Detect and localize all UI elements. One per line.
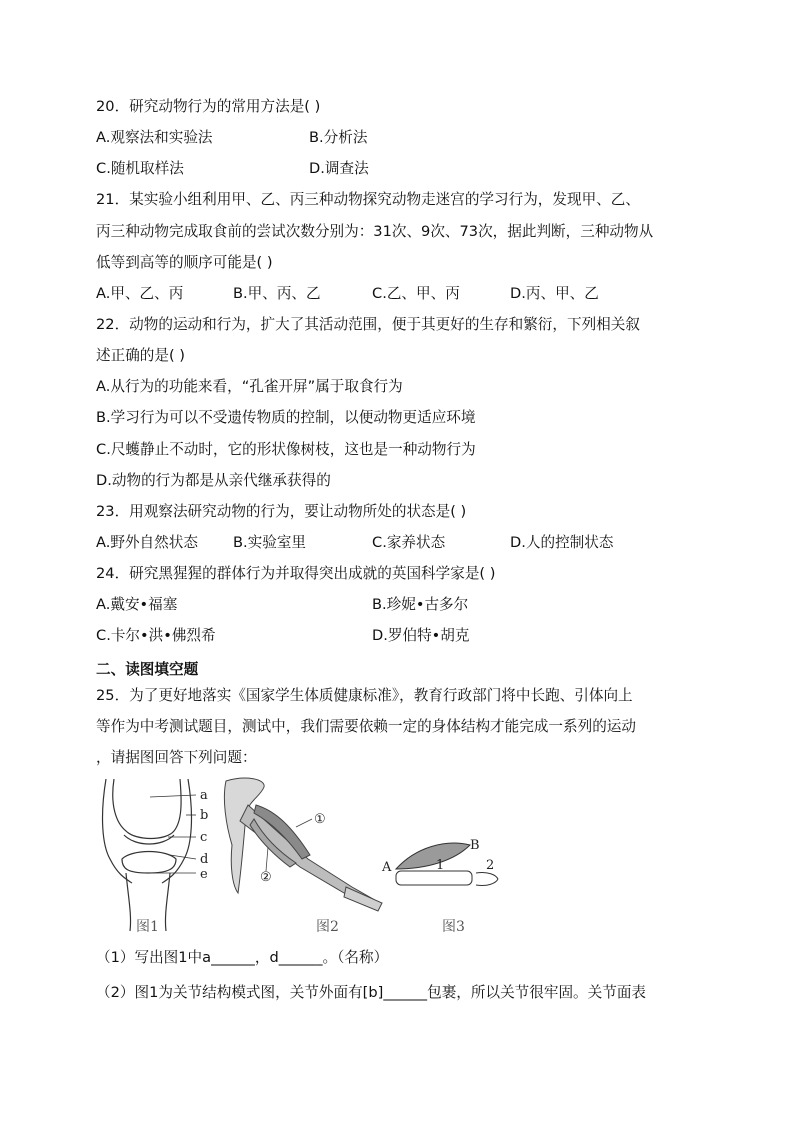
q21-option-d: D.丙、甲、乙	[510, 285, 599, 302]
q23-option-b: B.实验室里	[233, 534, 307, 551]
fig1-socket	[122, 852, 176, 874]
fig2-label-1: ①	[314, 812, 326, 827]
q21-option-b: B.甲、丙、乙	[233, 285, 321, 302]
fig1-label-a: a	[200, 788, 208, 803]
fig3-muscle	[396, 843, 470, 869]
q20-option-c: C.随机取样法	[96, 160, 184, 177]
figure-2-arm	[224, 778, 382, 911]
fig3-bone-2	[476, 872, 498, 885]
q25-line-2: 等作为中考测试题目，测试中，我们需要依赖一定的身体结构才能完成一系列的运动	[96, 718, 636, 735]
q23-option-d: D.人的控制状态	[510, 534, 614, 551]
q24-stem: 24．研究黑猩猩的群体行为并取得突出成就的英国科学家是( )	[96, 565, 496, 582]
q24-option-c: C.卡尔•洪•佛烈希	[96, 627, 216, 644]
figure-2-caption: 图2	[316, 919, 339, 935]
q25-line-3: ，请据图回答下列问题：	[96, 749, 257, 766]
fig3-label-b: B	[470, 838, 480, 853]
fig1-label-c: c	[200, 830, 208, 845]
q22-option-c: C.尺蠖静止不动时，它的形状像树枝，这也是一种动物行为	[96, 441, 476, 458]
fig1-label-d: d	[200, 852, 209, 867]
fig3-label-1: 1	[436, 858, 445, 873]
q23-option-a: A.野外自然状态	[96, 534, 198, 551]
fig1-label-b: b	[200, 808, 209, 823]
q24-option-d: D.罗伯特•胡克	[372, 627, 470, 644]
figure-3-muscle	[396, 843, 498, 885]
fig3-bone-1	[396, 871, 472, 885]
q21-option-a: A.甲、乙、丙	[96, 285, 184, 302]
q22-line-2: 述正确的是( )	[96, 347, 185, 364]
q20-option-b: B.分析法	[309, 129, 368, 146]
fig3-label-2: 2	[486, 858, 495, 873]
q25-sub-2: （2）图1为关节结构模式图，关节外面有[b]______包裹，所以关节很牢固。关节面表	[96, 984, 647, 1001]
q25-line-1: 25．为了更好地落实《国家学生体质健康标准》，教育行政部门将中长跑、引体向上	[96, 687, 633, 704]
figure-1-joint	[103, 779, 196, 931]
q20-option-a: A.观察法和实验法	[96, 129, 213, 146]
fig2-hand	[344, 887, 382, 911]
q20-option-d: D.调查法	[309, 160, 369, 177]
q21-option-c: C.乙、甲、丙	[372, 285, 460, 302]
fig2-label-2: ②	[260, 870, 272, 885]
figure-3-caption: 图3	[442, 919, 465, 935]
q20-stem: 20．研究动物行为的常用方法是( )	[96, 98, 321, 115]
q22-line-1: 22．动物的运动和行为，扩大了其活动范围，便于其更好的生存和繁衍，下列相关叙	[96, 316, 640, 333]
q23-option-c: C.家养状态	[372, 534, 446, 551]
q21-line-2: 丙三种动物完成取食前的尝试次数分别为：31次、9次、73次，据此判断，三种动物从	[96, 223, 654, 240]
q25-figure	[96, 775, 506, 935]
q22-option-b: B.学习行为可以不受遗传物质的控制，以便动物更适应环境	[96, 409, 476, 426]
fig1-label-e: e	[200, 867, 208, 882]
q23-stem: 23．用观察法研究动物的行为，要让动物所处的状态是( )	[96, 503, 467, 520]
fig3-label-a: A	[382, 860, 392, 875]
q21-line-3: 低等到高等的顺序可能是( )	[96, 254, 273, 271]
q24-option-b: B.珍妮•古多尔	[372, 596, 469, 613]
q24-option-a: A.戴安•福塞	[96, 596, 178, 613]
q25-sub-1: （1）写出图1中a______，d______。（名称）	[96, 949, 389, 966]
q21-line-1: 21．某实验小组利用甲、乙、丙三种动物探究动物走迷宫的学习行为，发现甲、乙、	[96, 191, 640, 208]
fig1-upper-bone	[113, 779, 181, 839]
q22-option-d: D.动物的行为都是从亲代继承获得的	[96, 472, 331, 489]
section-title: 二、读图填空题	[96, 661, 199, 678]
q22-option-a: A.从行为的功能来看，“孔雀开屏”属于取食行为	[96, 378, 403, 395]
figure-1-caption: 图1	[136, 919, 159, 935]
fig1-capsule	[103, 779, 192, 883]
